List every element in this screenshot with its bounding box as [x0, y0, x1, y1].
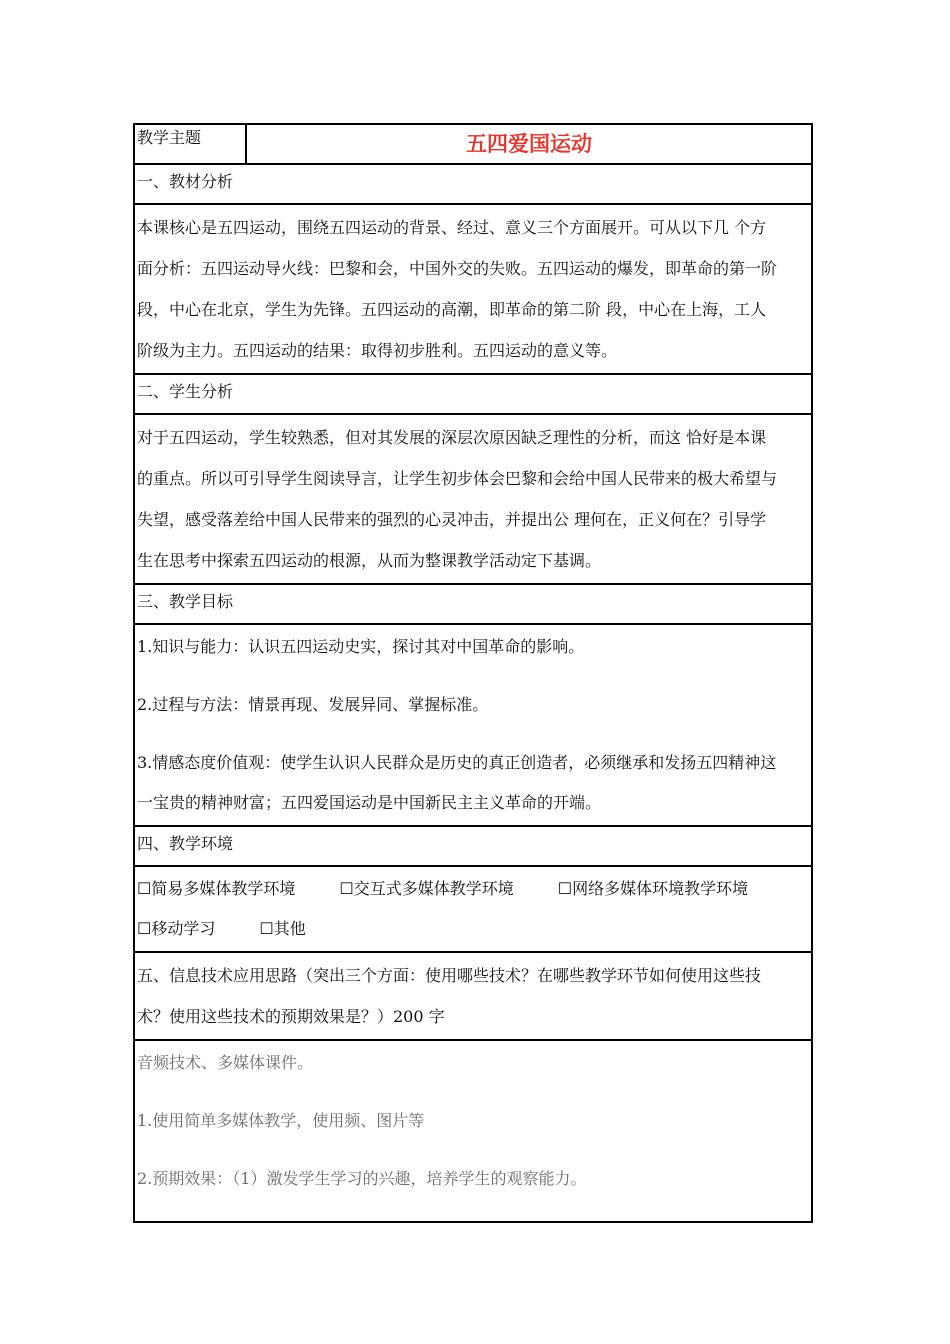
checkbox-icon: ☐ [137, 919, 152, 938]
text-line: 失望，感受落差给中国人民带来的强烈的心灵冲击，并提出公 理何在，正义何在？引导学 [137, 510, 767, 529]
checkbox-other[interactable] [259, 919, 305, 938]
text-line: 生在思考中探索五四运动的根源，从而为整课教学活动定下基调。 [137, 551, 602, 570]
section-heading-students: 二、学生分析 [134, 374, 812, 414]
text-line: 阶级为主力。五四运动的结果：取得初步胜利。五四运动的意义等。 [137, 341, 618, 360]
subject-label: 教学主题 [134, 124, 246, 164]
checkbox-icon: ☐ [137, 879, 152, 898]
text-line: 2.预期效果：（1）激发学生学习的兴趣，培养学生的观察能力。 [137, 1169, 587, 1188]
option-label: 交互式多媒体教学环境 [353, 879, 514, 898]
environment-options-row-1 [137, 869, 809, 909]
checkbox-interactive-multimedia[interactable] [339, 879, 513, 898]
section-body-material [134, 204, 812, 374]
section-heading-material: 一、教材分析 [134, 164, 812, 204]
section-body-environment [134, 866, 812, 952]
option-label: 其他 [273, 919, 306, 938]
text-line: 面分析：五四运动导火线：巴黎和会，中国外交的失败。五四运动的爆发，即革命的第一阶 [137, 259, 778, 278]
checkbox-simple-multimedia[interactable] [137, 879, 295, 898]
option-label: 移动学习 [151, 919, 216, 938]
checkbox-mobile-learning[interactable] [137, 919, 215, 938]
section-heading-tech [134, 952, 812, 1040]
section-heading-goals: 三、教学目标 [134, 584, 812, 624]
lesson-plan-document [133, 123, 813, 1223]
environment-options-row-2 [137, 909, 809, 949]
section-heading-environment: 四、教学环境 [134, 826, 812, 866]
goal-item: 2.过程与方法：情景再现、发展异同、掌握标准。 [137, 695, 489, 714]
checkbox-icon: ☐ [557, 879, 573, 898]
checkbox-icon: ☐ [259, 919, 274, 938]
subject-row [134, 124, 812, 164]
text-line: 术？使用这些技术的预期效果是？）200 字 [137, 1007, 445, 1026]
text-line: 对于五四运动，学生较熟悉，但对其发展的深层次原因缺乏理性的分析，而这 恰好是本课 [137, 428, 767, 447]
text-line: 1.使用简单多媒体教学，使用频、图片等 [137, 1111, 425, 1130]
section-body-goals [134, 624, 812, 826]
goal-item: 一宝贵的精神财富；五四爱国运动是中国新民主主义革命的开端。 [137, 793, 602, 812]
lesson-plan-table [133, 123, 813, 1223]
subject-title: 五四爱国运动 [246, 124, 812, 164]
goal-item: 1.知识与能力：认识五四运动史实，探讨其对中国革命的影响。 [137, 637, 585, 656]
text-line: 音频技术、多媒体课件。 [137, 1053, 314, 1072]
text-line: 本课核心是五四运动，围绕五四运动的背景、经过、意义三个方面展开。可从以下几 个方 [137, 218, 767, 237]
checkbox-icon: ☐ [339, 879, 354, 898]
checkbox-network-multimedia[interactable] [558, 879, 748, 898]
option-label: 简易多媒体教学环境 [151, 879, 296, 898]
goal-item: 3.情感态度价值观：使学生认识人民群众是历史的真正创造者，必须继承和发扬五四精神这 [137, 753, 777, 772]
option-label: 网络多媒体环境教学环境 [572, 879, 749, 898]
text-line: 五、信息技术应用思路（突出三个方面：使用哪些技术？在哪些教学环节如何使用这些技 [137, 966, 762, 985]
text-line: 段，中心在北京，学生为先锋。五四运动的高潮，即革命的第二阶 段，中心在上海，工人 [137, 300, 767, 319]
section-body-students [134, 414, 812, 584]
text-line: 的重点。所以可引导学生阅读导言，让学生初步体会巴黎和会给中国人民带来的极大希望与 [137, 469, 778, 488]
section-body-tech [134, 1040, 812, 1222]
